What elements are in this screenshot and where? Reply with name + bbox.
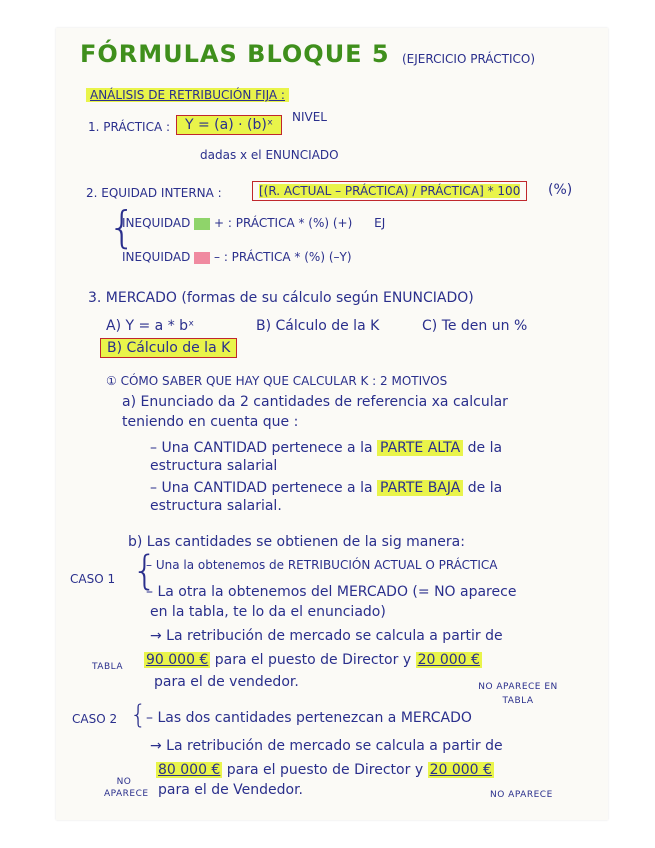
- caso2-values-line: [156, 762, 494, 778]
- k-d1-b: de la: [467, 440, 503, 456]
- k-b: b) Las cantidades se obtienen de la sig manera:: [128, 534, 465, 550]
- inequidad-minus-label: INEQUIDAD: [122, 250, 191, 264]
- k-d1-a: – Una CANTIDAD pertenece a la: [150, 440, 373, 456]
- caso2-line3: para el puesto de Director y: [226, 762, 424, 778]
- formula1-note: dadas x el ENUNCIADO: [200, 148, 339, 162]
- k-d1-c: estructura salarial: [150, 458, 278, 474]
- caso1-line2: – La otra la obtenemos del MERCADO (= NO aparece: [146, 584, 517, 600]
- caso1-line5: para el puesto de Director y: [214, 652, 412, 668]
- title-note: (EJERCICIO PRÁCTICO): [402, 52, 536, 66]
- k-d1: [150, 440, 502, 456]
- mercado-b-box: B) Cálculo de la K: [100, 338, 237, 358]
- caso1-line4: → La retribución de mercado se calcula a partir de: [150, 628, 503, 644]
- k-d1-highlight: PARTE ALTA: [377, 440, 463, 456]
- caso2-no-aparece: NO APARECE: [104, 777, 149, 799]
- mercado-label: 3. MERCADO (formas de su cálculo según ENUNCIADO): [88, 290, 474, 306]
- inequidad-plus-label: INEQUIDAD: [122, 216, 191, 230]
- formula2-box: [252, 181, 527, 201]
- caso1-label: CASO 1: [70, 572, 116, 586]
- caso1-line3: en la tabla, te lo da el enunciado): [150, 604, 386, 620]
- caso1-note: NO APARECE EN TABLA: [478, 682, 558, 706]
- inequidad-plus: [122, 216, 385, 230]
- caso1-line1: – Una la obtenemos de RETRIBUCIÓN ACTUAL O PRÁCTICA: [146, 558, 498, 572]
- formula2-label: 2. EQUIDAD INTERNA :: [86, 186, 222, 200]
- k-d2-a: – Una CANTIDAD pertenece a la: [150, 480, 373, 496]
- mercado-option-c: C) Te den un %: [422, 318, 528, 334]
- caso2-line2: → La retribución de mercado se calcula a partir de: [150, 738, 503, 754]
- caso2-value-vendedor: 20 000 €: [429, 762, 492, 778]
- formula2-unit: (%): [548, 182, 573, 198]
- k-heading: ① CÓMO SABER QUE HAY QUE CALCULAR K : 2 MOTIVOS: [106, 374, 448, 388]
- caso1-line6: para el de vendedor.: [154, 674, 299, 690]
- caso1-values-line: [144, 652, 482, 668]
- section-analysis: ANÁLISIS DE RETRIBUCIÓN FIJA :: [86, 88, 289, 102]
- caso2-label: CASO 2: [72, 712, 118, 726]
- caso2-line1: – Las dos cantidades pertenezcan a MERCADO: [146, 710, 472, 726]
- formula2-text: [(R. ACTUAL – PRÁCTICA) / PRÁCTICA] * 100: [259, 184, 521, 198]
- inequidad-minus-sign: –: [214, 250, 220, 264]
- brace: {: [108, 202, 136, 253]
- caso1-value-director: 90 000 €: [146, 652, 209, 668]
- k-d2-b: de la: [467, 480, 503, 496]
- inequidad-minus: [122, 250, 352, 264]
- caso2-value-director: 80 000 €: [158, 762, 221, 778]
- caso2-brace: {: [130, 700, 147, 730]
- inequidad-minus-text: : PRÁCTICA * (%) (–Y): [223, 250, 352, 264]
- tabla-label: TABLA: [92, 662, 124, 672]
- formula1-nivel: NIVEL: [292, 110, 327, 124]
- page-title: FÓRMULAS BLOQUE 5: [80, 40, 390, 68]
- caso1-brace: {: [132, 548, 158, 594]
- inequidad-plus-sign: +: [214, 216, 225, 230]
- formula1-box: Y = (a) · (b)ˣ: [176, 115, 282, 135]
- caso2-line4: para el de Vendedor.: [158, 782, 304, 798]
- k-d2-highlight: PARTE BAJA: [377, 480, 463, 496]
- mercado-option-a: A) Y = a * bˣ: [106, 318, 195, 334]
- mercado-option-b: B) Cálculo de la K: [256, 318, 380, 334]
- k-d2-c: estructura salarial.: [150, 498, 282, 514]
- inequidad-plus-ej: EJ: [374, 216, 386, 230]
- k-d2: [150, 480, 502, 496]
- inequidad-plus-tag: [194, 218, 210, 230]
- inequidad-minus-tag: [194, 252, 210, 264]
- caso1-value-vendedor: 20 000 €: [417, 652, 480, 668]
- k-a-line2: teniendo en cuenta que :: [122, 414, 299, 430]
- caso2-note: NO APARECE: [490, 790, 553, 800]
- formula1-label: 1. PRÁCTICA :: [88, 120, 171, 134]
- inequidad-plus-text: : PRÁCTICA * (%) (+): [227, 216, 353, 230]
- k-a-line1: a) Enunciado da 2 cantidades de referencia xa calcular: [122, 394, 508, 410]
